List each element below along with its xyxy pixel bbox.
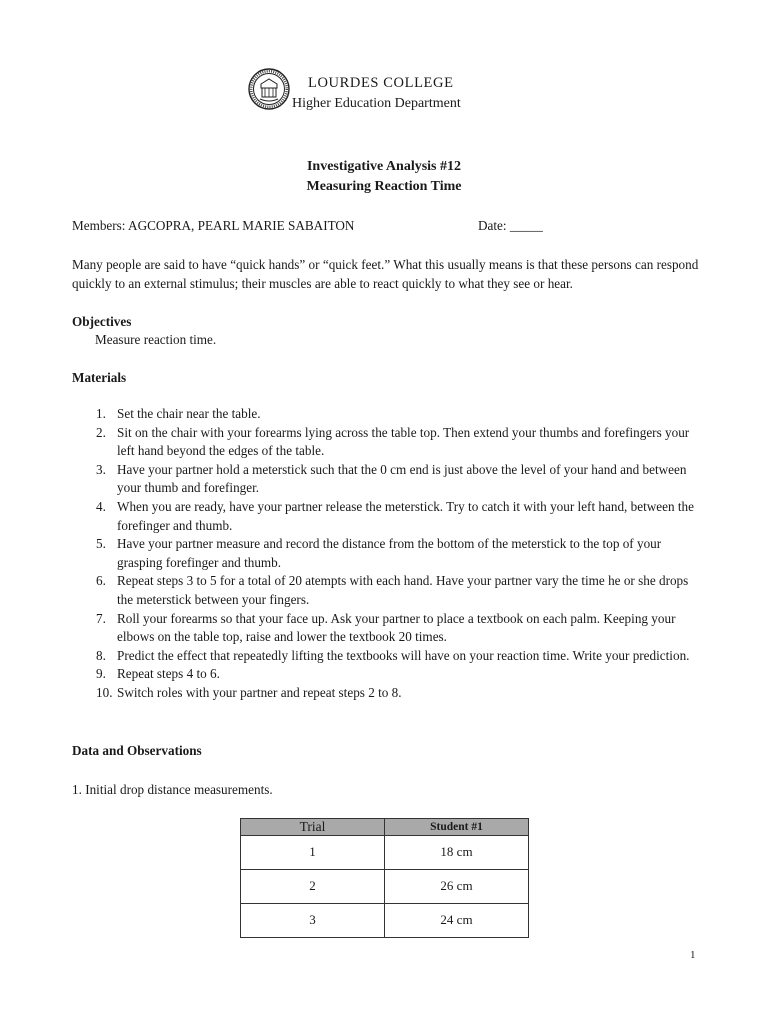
table-cell: 24 cm — [385, 904, 529, 938]
objectives-text: Measure reaction time. — [95, 332, 217, 347]
table-cell: 1 — [241, 836, 385, 870]
step-text: Sit on the chair with your forearms lying across the table top. Then extend your thumbs and forefingers your left hand beyond the edges of the table. — [117, 424, 690, 459]
intro-paragraph: Many people are said to have “quick hands” or “quick feet.” What this usually means is that these persons can respond quickly to an external stimulus; their muscles are able to react quickly to what they see or hear. — [72, 257, 699, 291]
table-row — [241, 904, 529, 938]
step-text: Repeat steps 4 to 6. — [117, 666, 220, 682]
list-item — [72, 610, 722, 647]
drop-distance-table — [240, 818, 529, 938]
step-number: 4. — [96, 498, 106, 514]
list-item — [72, 424, 722, 461]
step-text: Have your partner measure and record the distance from the bottom of the meterstick to the top of your grasping forefinger and thumb. — [117, 536, 662, 570]
list-item — [72, 647, 722, 666]
date-blank: _____ — [509, 218, 543, 233]
step-number: 6. — [96, 573, 106, 589]
step-text: Set the chair near the table. — [117, 406, 261, 421]
members-line: Members: AGCOPRA, PEARL MARIE SABAITON — [72, 218, 355, 233]
college-seal-icon — [248, 68, 290, 110]
department-name: Higher Education Department — [292, 96, 461, 111]
step-text: Roll your forearms so that your face up. Ask your partner to place a textbook on each palm. Keeping your elbows on the table top, raise and lower the textbook 20 times. — [117, 610, 676, 645]
list-item — [72, 535, 722, 572]
column-header-student-1: Student #1 — [385, 819, 529, 836]
step-text: Repeat steps 3 to 5 for a total of 20 atempts with each hand. Have your partner vary the time he or she drops the meterstick between your fingers. — [117, 573, 689, 607]
step-number: 8. — [96, 647, 106, 663]
table-header-row — [241, 819, 529, 836]
page-number: 1 — [690, 949, 696, 961]
college-name: LOURDES COLLEGE — [308, 75, 454, 91]
list-item — [72, 684, 722, 703]
procedure-list — [72, 405, 722, 703]
table-cell: 2 — [241, 870, 385, 904]
list-item — [72, 665, 722, 684]
column-header-trial: Trial — [241, 819, 385, 836]
date-label: Date: — [478, 218, 507, 233]
objectives-heading: Objectives — [72, 314, 132, 329]
materials-heading: Materials — [72, 370, 127, 385]
step-text: Predict the effect that repeatedly lifting the textbooks will have on your reaction time. Write your prediction. — [117, 647, 690, 663]
list-item — [72, 461, 722, 498]
table-row — [241, 870, 529, 904]
step-number: 7. — [96, 610, 106, 626]
list-item — [72, 572, 722, 609]
step-text: Switch roles with your partner and repeat steps 2 to 8. — [117, 684, 402, 700]
table-row — [241, 836, 529, 870]
date-field — [478, 217, 543, 236]
document-subtitle: Measuring Reaction Time — [306, 179, 462, 194]
step-number: 2. — [96, 424, 106, 440]
table-cell: 3 — [241, 904, 385, 938]
document-title: Investigative Analysis #12 — [306, 159, 461, 174]
step-number: 1. — [96, 406, 106, 421]
list-item — [72, 405, 722, 424]
step-text: Have your partner hold a meterstick such that the 0 cm end is just above the level of your hand and between your thumb and forefinger. — [117, 461, 687, 496]
step-number: 10. — [96, 684, 113, 700]
table-cell: 18 cm — [385, 836, 529, 870]
step-number: 5. — [96, 536, 106, 552]
data-observations-heading: Data and Observations — [72, 743, 202, 758]
letterhead — [248, 68, 508, 112]
list-item — [72, 498, 722, 535]
step-number: 9. — [96, 666, 106, 682]
step-text: When you are ready, have your partner release the meterstick. Try to catch it with your left hand, between the forefinger and thumb. — [117, 498, 694, 533]
data-item-1: 1. Initial drop distance measurements. — [72, 782, 273, 797]
step-number: 3. — [96, 461, 106, 477]
table-cell: 26 cm — [385, 870, 529, 904]
